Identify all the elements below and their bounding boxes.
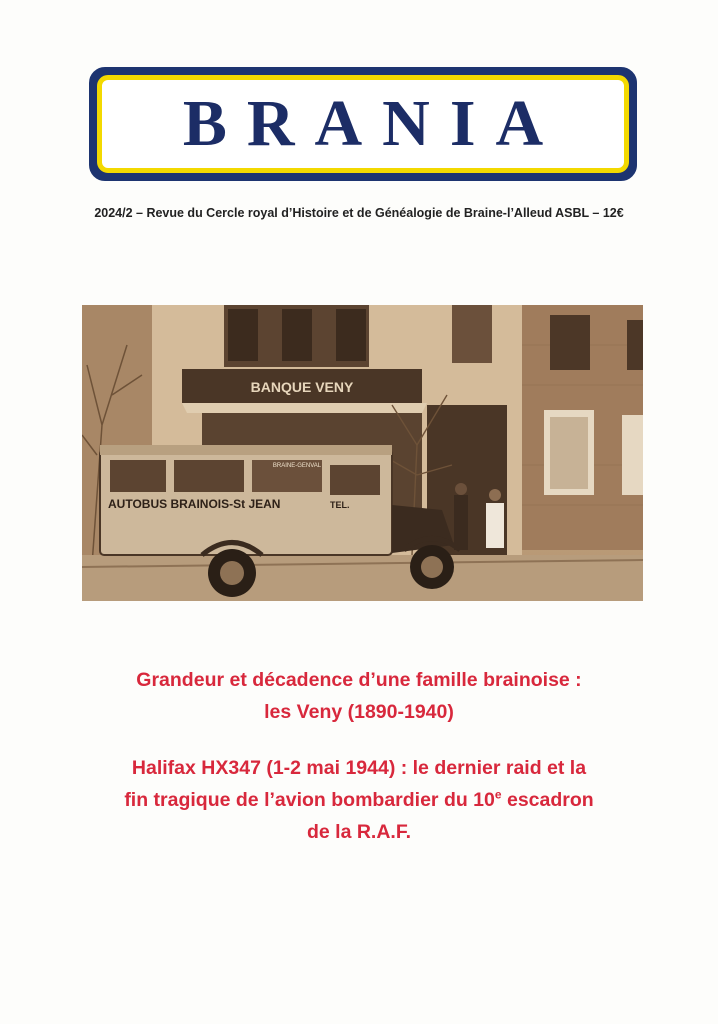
masthead-frame <box>89 67 637 181</box>
cover-photo <box>82 305 643 601</box>
article-veny-line2: les Veny (1890-1940) <box>264 701 454 723</box>
article-halifax-line2 <box>0 784 718 816</box>
issue-subtitle: 2024/2 – Revue du Cercle royal d’Histoire et de Généalogie de Braine-l’Alleud ASBL – 12€ <box>94 206 624 220</box>
magazine-title: BRANIA <box>182 87 564 160</box>
article-veny <box>0 664 718 728</box>
article-veny-line1: Grandeur et décadence d’une famille brainoise : <box>136 669 582 691</box>
article-halifax <box>0 752 718 848</box>
bank-sign-text: BANQUE VENY <box>250 379 354 395</box>
article-halifax-line2-pre: fin tragique de l’avion bombardier du 10 <box>124 789 495 811</box>
bus-tel: TEL. <box>330 500 350 510</box>
article-halifax-line3: de la R.A.F. <box>306 821 412 843</box>
article-halifax-superscript: e <box>494 787 502 802</box>
article-halifax-line2-post: escadron <box>501 789 594 811</box>
cover-photo-illustration <box>82 305 643 601</box>
article-list <box>0 664 718 872</box>
masthead-inner <box>97 75 629 173</box>
bus-lettering: AUTOBUS BRAINOIS-St JEAN <box>108 497 281 511</box>
bus-roof-sign: BRAINE-GENVAL <box>272 463 322 469</box>
article-halifax-line1: Halifax HX347 (1-2 mai 1944) : le dernier raid et la <box>131 757 587 779</box>
